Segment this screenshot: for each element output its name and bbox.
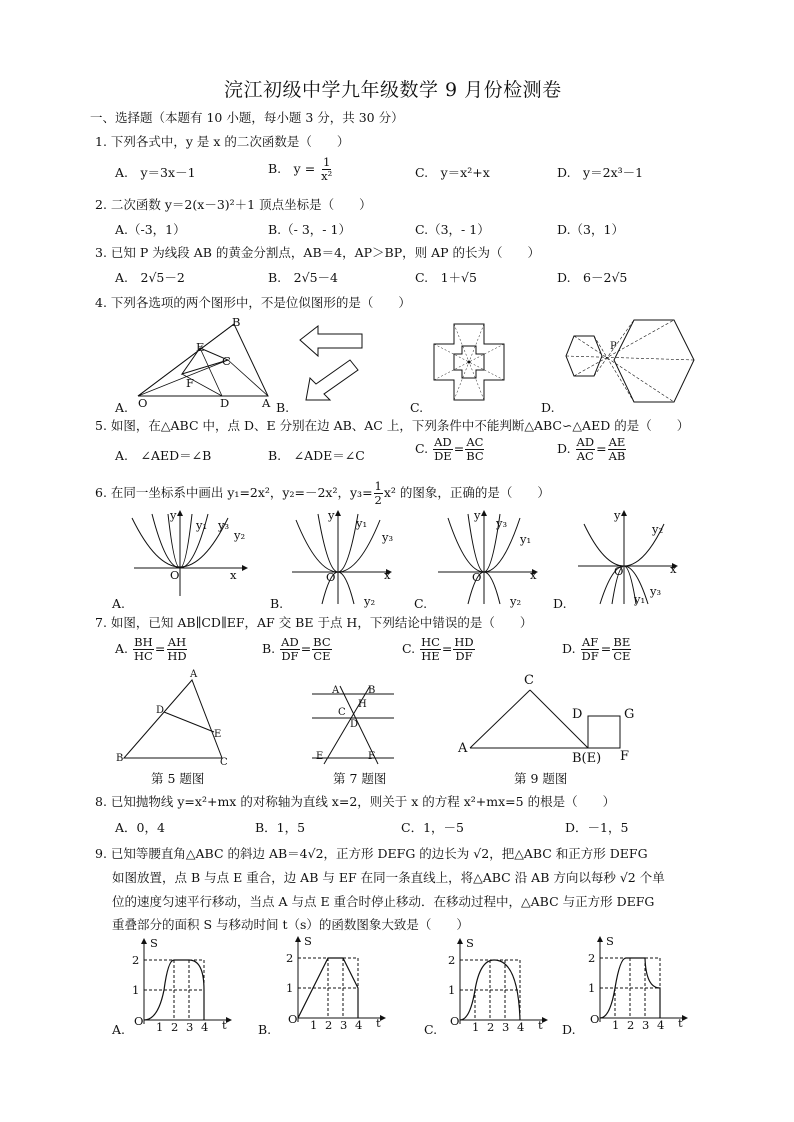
q8-option-b: B．1，5 <box>255 820 306 835</box>
q6a-y: y <box>170 508 177 522</box>
q9-line-3: 位的速度匀速平行移动，当点 A 与点 E 重合时停止移动．在移动过程中，△ABC 与正方形 DEFG <box>112 894 655 909</box>
q6-frac-den: 2 <box>374 493 382 507</box>
q7-b-frac2 <box>312 636 331 663</box>
q7-a-d1: HC <box>134 649 153 663</box>
q8-option-c: C．1，－5 <box>401 820 464 835</box>
q7-c-frac1 <box>420 636 441 663</box>
f9-label-a: A <box>458 741 468 756</box>
q7-option-b <box>262 636 333 663</box>
q6d-y3: y₃ <box>650 584 662 598</box>
q6c-x: x <box>530 568 537 582</box>
q5-option-a: A. ∠AED＝∠B <box>115 448 212 463</box>
q6b-o: O <box>326 570 336 584</box>
q6-option-b: B. <box>270 596 284 611</box>
q9-line-1: 9. 已知等腰直角△ABC 的斜边 AB＝4√2，正方形 DEFG 的边长为 √2，把△ABC 和正方形 DEFG <box>95 846 648 861</box>
q9b-y1: 1 <box>286 981 294 995</box>
q6a-o: O <box>170 568 180 582</box>
q1-option-b-fraction <box>320 156 333 183</box>
q7-c-n2: HD <box>454 635 474 649</box>
q9-line-4: 重叠部分的面积 S 与移动时间 t（s）的函数图象大致是（ ） <box>112 917 469 932</box>
q5-c-eq: = <box>453 441 465 456</box>
q9a-s: S <box>150 936 158 950</box>
q4-option-a: A. <box>115 400 129 415</box>
q9c-x2: 2 <box>487 1020 495 1034</box>
f7-label-c: C <box>338 707 346 718</box>
q6d-x: x <box>670 562 677 576</box>
q5-option-b: B. ∠ADE＝∠C <box>268 448 365 463</box>
q7-d-eq: = <box>600 641 612 656</box>
figure-5-caption: 第 5 题图 <box>151 771 205 786</box>
f5-label-a: A <box>190 669 198 680</box>
q5-d-n1: AD <box>576 435 595 449</box>
q9b-y2: 2 <box>286 951 294 965</box>
q9b-s: S <box>304 934 312 948</box>
q6b-y2: y₂ <box>364 594 376 608</box>
f5-label-c: C <box>220 757 228 768</box>
q9b-x4: 4 <box>355 1018 363 1032</box>
q1-option-c: C. y＝x²+x <box>415 165 490 180</box>
q4d-label-p: P <box>610 341 617 352</box>
q6d-y2: y₂ <box>652 522 664 536</box>
q6a-y3: y₃ <box>218 518 230 532</box>
q9d-s: S <box>606 934 614 948</box>
q2-option-c: C.（3，- 1） <box>415 222 490 237</box>
q7-option-d <box>562 636 632 663</box>
q3-option-a: A. 2√5－2 <box>115 270 185 285</box>
q7-option-a <box>115 636 189 663</box>
q7-b-frac1 <box>280 636 300 663</box>
q9a-o: O <box>134 1014 144 1028</box>
q9-line-2: 如图放置，点 B 与点 E 重合，边 AB 与 EF 在同一条直线上，将△ABC 沿 AB 方向以每秒 √2 个单 <box>112 870 665 885</box>
q2-option-a: A.（-3，1） <box>115 222 186 237</box>
q9b-x1: 1 <box>310 1018 318 1032</box>
f7-label-h: H <box>358 699 367 710</box>
figure-7-caption: 第 7 题图 <box>333 771 387 786</box>
q4a-label-b: B <box>232 315 241 329</box>
q7-stem: 7. 如图，已知 AB∥CD∥EF，AF 交 BE 于点 H，下列结论中错误的是（ ） <box>95 615 533 630</box>
q7-b-n1: AD <box>281 635 299 649</box>
q9b-o: O <box>288 1012 298 1026</box>
q6b-y3: y₃ <box>382 530 394 544</box>
q1-b-num: 1 <box>323 155 331 169</box>
f9-label-c: C <box>524 673 534 688</box>
q9b-x3: 3 <box>340 1018 348 1032</box>
q7-d-frac2 <box>612 636 631 663</box>
q6b-y1: y₁ <box>356 516 368 530</box>
q8-option-a: A．0，4 <box>115 820 165 835</box>
q4-option-b: B. <box>276 400 290 415</box>
q7-option-c <box>402 636 476 663</box>
q7-c-n1: HC <box>421 635 440 649</box>
q5-c-n1: AD <box>434 435 452 449</box>
q5-c-frac1 <box>433 436 453 463</box>
q9b-x2: 2 <box>325 1018 333 1032</box>
q5-option-c <box>415 436 486 463</box>
q5-option-d <box>557 436 627 463</box>
q7-a-d2: HD <box>167 649 187 663</box>
q9d-y2: 2 <box>588 951 596 965</box>
f9-label-f: F <box>620 749 630 764</box>
f7-label-e: E <box>316 751 324 762</box>
q6-option-c: C. <box>414 596 428 611</box>
q7-b-label: B. <box>262 641 276 656</box>
f9-label-g: G <box>624 707 635 722</box>
q9d-x2: 2 <box>627 1018 635 1032</box>
section-heading: 一、选择题（本题有 10 小题，每小题 3 分，共 30 分） <box>90 110 404 125</box>
q5-d-n2: AE <box>608 435 626 449</box>
q9a-y1: 1 <box>132 983 140 997</box>
q6c-y3: y₃ <box>496 516 508 530</box>
q9d-t: t <box>678 1016 683 1030</box>
q4-figure-c <box>432 322 506 402</box>
q2-option-d: D.（3，1） <box>557 222 624 237</box>
q8-stem: 8. 已知抛物线 y=x²+mx 的对称轴为直线 x=2，则关于 x 的方程 x²+mx=5 的根是（ ） <box>95 794 616 809</box>
q5-c-d1: DE <box>434 449 452 463</box>
q6-stem-pre: 6. 在同一坐标系中画出 y₁=2x²，y₂=－2x²，y₃= <box>95 485 373 500</box>
q6-graph-d <box>576 510 686 606</box>
f5-label-e: E <box>214 729 222 740</box>
q7-d-n1: AF <box>582 635 599 649</box>
q4a-label-e: E <box>196 340 205 354</box>
q6c-y: y <box>474 508 481 522</box>
q8-option-d: D．－1，5 <box>565 820 629 835</box>
q3-option-d: D. 6－2√5 <box>557 270 628 285</box>
q9a-y2: 2 <box>132 953 140 967</box>
q6-graph-b <box>290 510 400 606</box>
q7-a-eq: = <box>154 641 166 656</box>
q2-stem: 2. 二次函数 y＝2(x－3)²＋1 顶点坐标是（ ） <box>95 197 372 212</box>
q5-d-frac1 <box>576 436 596 463</box>
q6c-y2: y₂ <box>510 594 522 608</box>
q9-option-a: A. <box>112 1022 126 1037</box>
f9-label-be: B(E) <box>572 751 602 766</box>
q7-d-n2: BE <box>613 635 631 649</box>
f5-label-b: B <box>116 753 124 764</box>
q7-c-frac2 <box>453 636 474 663</box>
q6c-y1: y₁ <box>520 532 532 546</box>
q7-a-label: A. <box>115 641 129 656</box>
q9-graph-d <box>584 934 694 1032</box>
q4-figure-b <box>296 322 386 404</box>
q6-frac-num: 1 <box>374 479 382 493</box>
q9a-x1: 1 <box>156 1020 164 1034</box>
q4-figure-a <box>130 315 280 410</box>
q7-c-d1: HE <box>421 649 440 663</box>
q9d-x1: 1 <box>612 1018 620 1032</box>
q6-stem-post: x² 的图象，正确的是（ ） <box>383 485 550 500</box>
q5-c-label: C. <box>415 441 429 456</box>
q9-graph-c <box>444 936 554 1034</box>
q7-c-eq: = <box>441 641 453 656</box>
q9d-o: O <box>590 1012 600 1026</box>
q1-option-d: D. y＝2x³－1 <box>557 165 644 180</box>
q7-b-eq: = <box>300 641 312 656</box>
figure-9-caption: 第 9 题图 <box>514 771 568 786</box>
q7-b-d2: CE <box>313 649 331 663</box>
q6b-y: y <box>328 508 335 522</box>
f7-label-f: F <box>368 751 375 762</box>
q9c-x3: 3 <box>502 1020 510 1034</box>
q7-a-n1: BH <box>134 635 153 649</box>
q5-d-frac2 <box>608 436 627 463</box>
q5-stem: 5. 如图，在△ABC 中，点 D、E 分别在边 AB、AC 上，下列条件中不能判断△ABC∽△AED 的是（ ） <box>95 418 690 433</box>
q9c-o: O <box>450 1014 460 1028</box>
q7-b-d1: DF <box>281 649 299 663</box>
q3-option-b: B. 2√5－4 <box>268 270 338 285</box>
q6d-o: O <box>614 564 624 578</box>
f7-label-a: A <box>332 685 340 696</box>
q1-option-a: A. y＝3x－1 <box>115 165 196 180</box>
q6c-o: O <box>472 570 482 584</box>
q9c-x1: 1 <box>472 1020 480 1034</box>
q6-graph-c <box>436 510 546 606</box>
q1-stem: 1. 下列各式中，y 是 x 的二次函数是（ ） <box>95 134 350 149</box>
q9c-t: t <box>538 1018 543 1032</box>
q4-option-d: D. <box>541 400 555 415</box>
q5-c-frac2 <box>465 436 484 463</box>
q4-stem: 4. 下列各选项的两个图形中，不是位似图形的是（ ） <box>95 295 411 310</box>
q4a-label-o: O <box>138 396 148 410</box>
q9a-x3: 3 <box>186 1020 194 1034</box>
q7-d-frac1 <box>581 636 600 663</box>
q9c-s: S <box>466 936 474 950</box>
q9a-x2: 2 <box>171 1020 179 1034</box>
figure-5 <box>116 669 230 768</box>
q6a-x: x <box>230 568 237 582</box>
q1-b-den: x² <box>321 169 333 183</box>
q4a-label-c: C <box>222 354 231 368</box>
f7-label-d: D <box>350 719 359 730</box>
q9c-y1: 1 <box>448 983 456 997</box>
q1-option-b <box>268 156 334 183</box>
q9-graph-b <box>282 934 392 1032</box>
q4a-label-d: D <box>220 396 230 410</box>
q9a-x4: 4 <box>201 1020 209 1034</box>
q5-d-d2: AB <box>608 449 626 463</box>
q9-graph-a <box>128 936 238 1034</box>
q9d-x4: 4 <box>657 1018 665 1032</box>
q9d-y1: 1 <box>588 981 596 995</box>
q7-d-d1: DF <box>581 649 599 663</box>
q4a-label-f: F <box>186 376 194 390</box>
q6-stem-fraction <box>374 480 383 507</box>
q7-c-label: C. <box>402 641 416 656</box>
q7-c-d2: DF <box>455 649 473 663</box>
q6-option-d: D. <box>553 596 567 611</box>
f7-label-b: B <box>368 685 376 696</box>
q2-option-b: B.（- 3，- 1） <box>268 222 351 237</box>
q6b-x: x <box>384 568 391 582</box>
q7-d-label: D. <box>562 641 576 656</box>
q9d-x3: 3 <box>642 1018 650 1032</box>
q9c-x4: 4 <box>517 1020 525 1034</box>
figure-9 <box>456 673 646 772</box>
q5-d-eq: = <box>596 441 607 456</box>
f9-label-d: D <box>572 707 583 722</box>
q5-d-d1: AC <box>576 449 594 463</box>
q9c-y2: 2 <box>448 953 456 967</box>
q4a-label-a: A <box>262 396 271 410</box>
q3-option-c: C. 1＋√5 <box>415 270 477 285</box>
q7-d-d2: CE <box>613 649 631 663</box>
q6-option-a: A. <box>112 596 126 611</box>
q7-a-n2: AH <box>167 635 187 649</box>
q9a-t: t <box>222 1018 227 1032</box>
q9-option-b: B. <box>258 1022 272 1037</box>
q5-d-label: D. <box>557 441 571 456</box>
q7-a-frac2 <box>166 636 187 663</box>
figure-7 <box>306 682 402 766</box>
q6-stem <box>95 480 550 507</box>
q6d-y1: y₁ <box>634 592 646 606</box>
q6-graph-a <box>130 510 250 600</box>
q6a-y1: y₁ <box>196 518 208 532</box>
f5-label-d: D <box>156 705 165 716</box>
q9b-t: t <box>376 1016 381 1030</box>
q3-stem: 3. 已知 P 为线段 AB 的黄金分割点，AB＝4，AP＞BP，则 AP 的长为（ ） <box>95 245 541 260</box>
q7-a-frac1 <box>133 636 154 663</box>
q7-b-n2: BC <box>313 635 331 649</box>
page-title: 浣江初级中学九年级数学 9 月份检测卷 <box>224 79 562 101</box>
q4-figure-d <box>564 318 696 406</box>
q5-c-d2: BC <box>466 449 484 463</box>
q5-c-n2: AC <box>466 435 484 449</box>
q1-option-b-label: B. y = <box>268 161 316 176</box>
q6d-y: y <box>614 508 621 522</box>
q4-option-c: C. <box>410 400 424 415</box>
q9-option-c: C. <box>424 1022 438 1037</box>
q9-option-d: D. <box>562 1022 576 1037</box>
q6a-y2: y₂ <box>234 528 246 542</box>
